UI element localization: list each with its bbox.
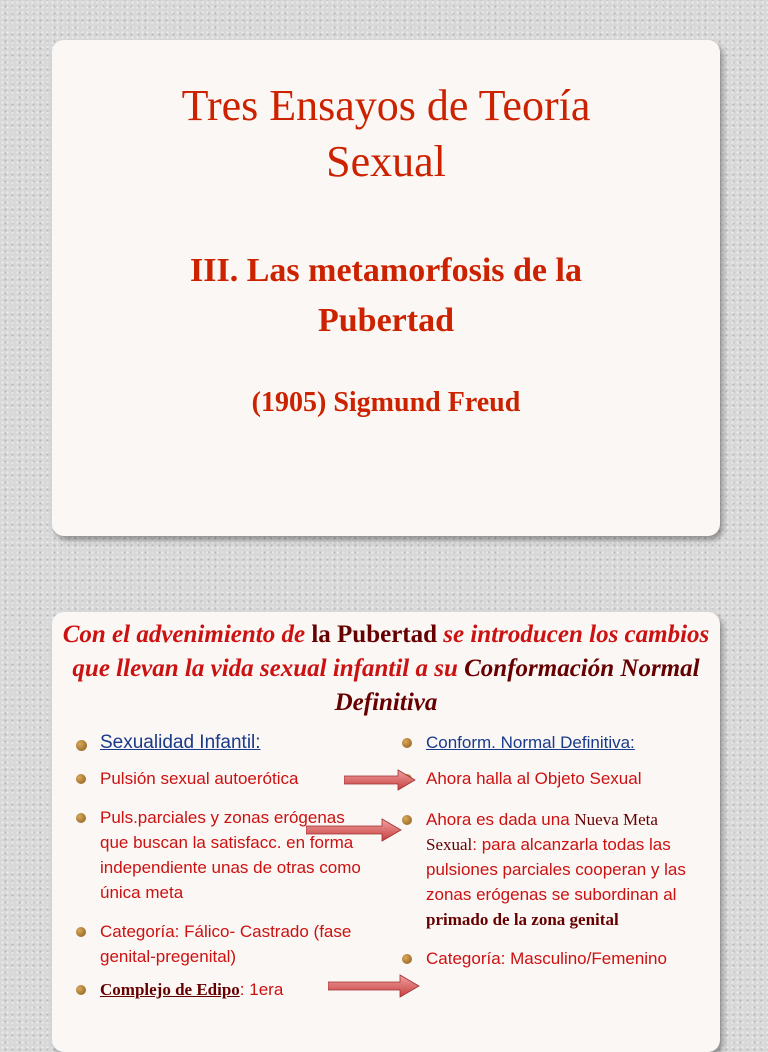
right-item-2a: Ahora es dada una [426, 810, 575, 829]
left-heading-text: Sexualidad Infantil: [100, 732, 261, 753]
left-item-1-text: Pulsión sexual autoerótica [100, 769, 299, 788]
slide-subtitle [52, 246, 720, 346]
intro-part-1: Con el advenimiento de [62, 621, 312, 648]
left-item-4-label: Complejo de Edipo [100, 980, 240, 999]
right-column [400, 730, 700, 971]
content-slide [52, 612, 720, 1052]
slide-title [52, 78, 720, 190]
subtitle-line-1: III. Las metamorfosis de la [190, 252, 582, 289]
left-item-1 [74, 766, 364, 791]
left-heading [74, 730, 364, 756]
right-item-2 [400, 807, 700, 932]
left-item-4-rest: : 1era [239, 980, 284, 999]
intro-text [52, 618, 720, 720]
bullet-icon [402, 815, 412, 825]
intro-pubertad: la Pubertad [311, 621, 438, 648]
left-column [74, 730, 364, 1002]
right-item-2-nueva-meta: Nueva Meta Sexual [426, 810, 658, 854]
bullet-icon [76, 774, 86, 784]
title-slide [52, 40, 720, 536]
bullet-icon [76, 813, 86, 823]
bullet-icon [402, 954, 412, 964]
left-item-4 [74, 977, 364, 1002]
arrow-right-icon [328, 974, 420, 998]
slide-author: (1905) Sigmund Freud [251, 387, 521, 418]
bullet-icon [76, 985, 86, 995]
left-item-2-text: Puls.parciales y zonas erógenas que buscan la satisfacc. en forma independiente unas de otras como única meta [100, 808, 361, 902]
right-item-1-text: Ahora halla al Objeto Sexual [426, 769, 642, 788]
right-item-2c: : para alcanzarla todas las pulsiones parciales cooperan y las zonas erógenas se subordinan al [426, 835, 686, 904]
bullet-icon [76, 740, 87, 751]
bullet-icon [402, 738, 412, 748]
right-heading [400, 730, 700, 756]
right-item-3 [400, 946, 700, 971]
title-line-2: Sexual [326, 137, 446, 186]
right-heading-text: Conform. Normal Definitiva: [426, 733, 635, 752]
right-item-3-text: Categoría: Masculino/Femenino [426, 949, 667, 968]
title-line-1: Tres Ensayos de Teoría [181, 81, 591, 130]
arrow-right-icon [344, 769, 416, 791]
right-item-2-primado: primado de la zona genital [426, 910, 619, 929]
right-item-1 [400, 766, 700, 791]
intro-part-3: se introducen los cambios que llevan la vida sexual infantil a su [72, 621, 710, 682]
intro-conformacion: Conformación Normal Definitiva [334, 655, 700, 716]
bullet-icon [76, 927, 86, 937]
subtitle-line-2: Pubertad [318, 302, 454, 339]
left-item-3-text: Categoría: Fálico- Castrado (fase genital-pregenital) [100, 922, 352, 966]
arrow-right-icon [306, 818, 402, 842]
left-item-3 [74, 919, 364, 969]
